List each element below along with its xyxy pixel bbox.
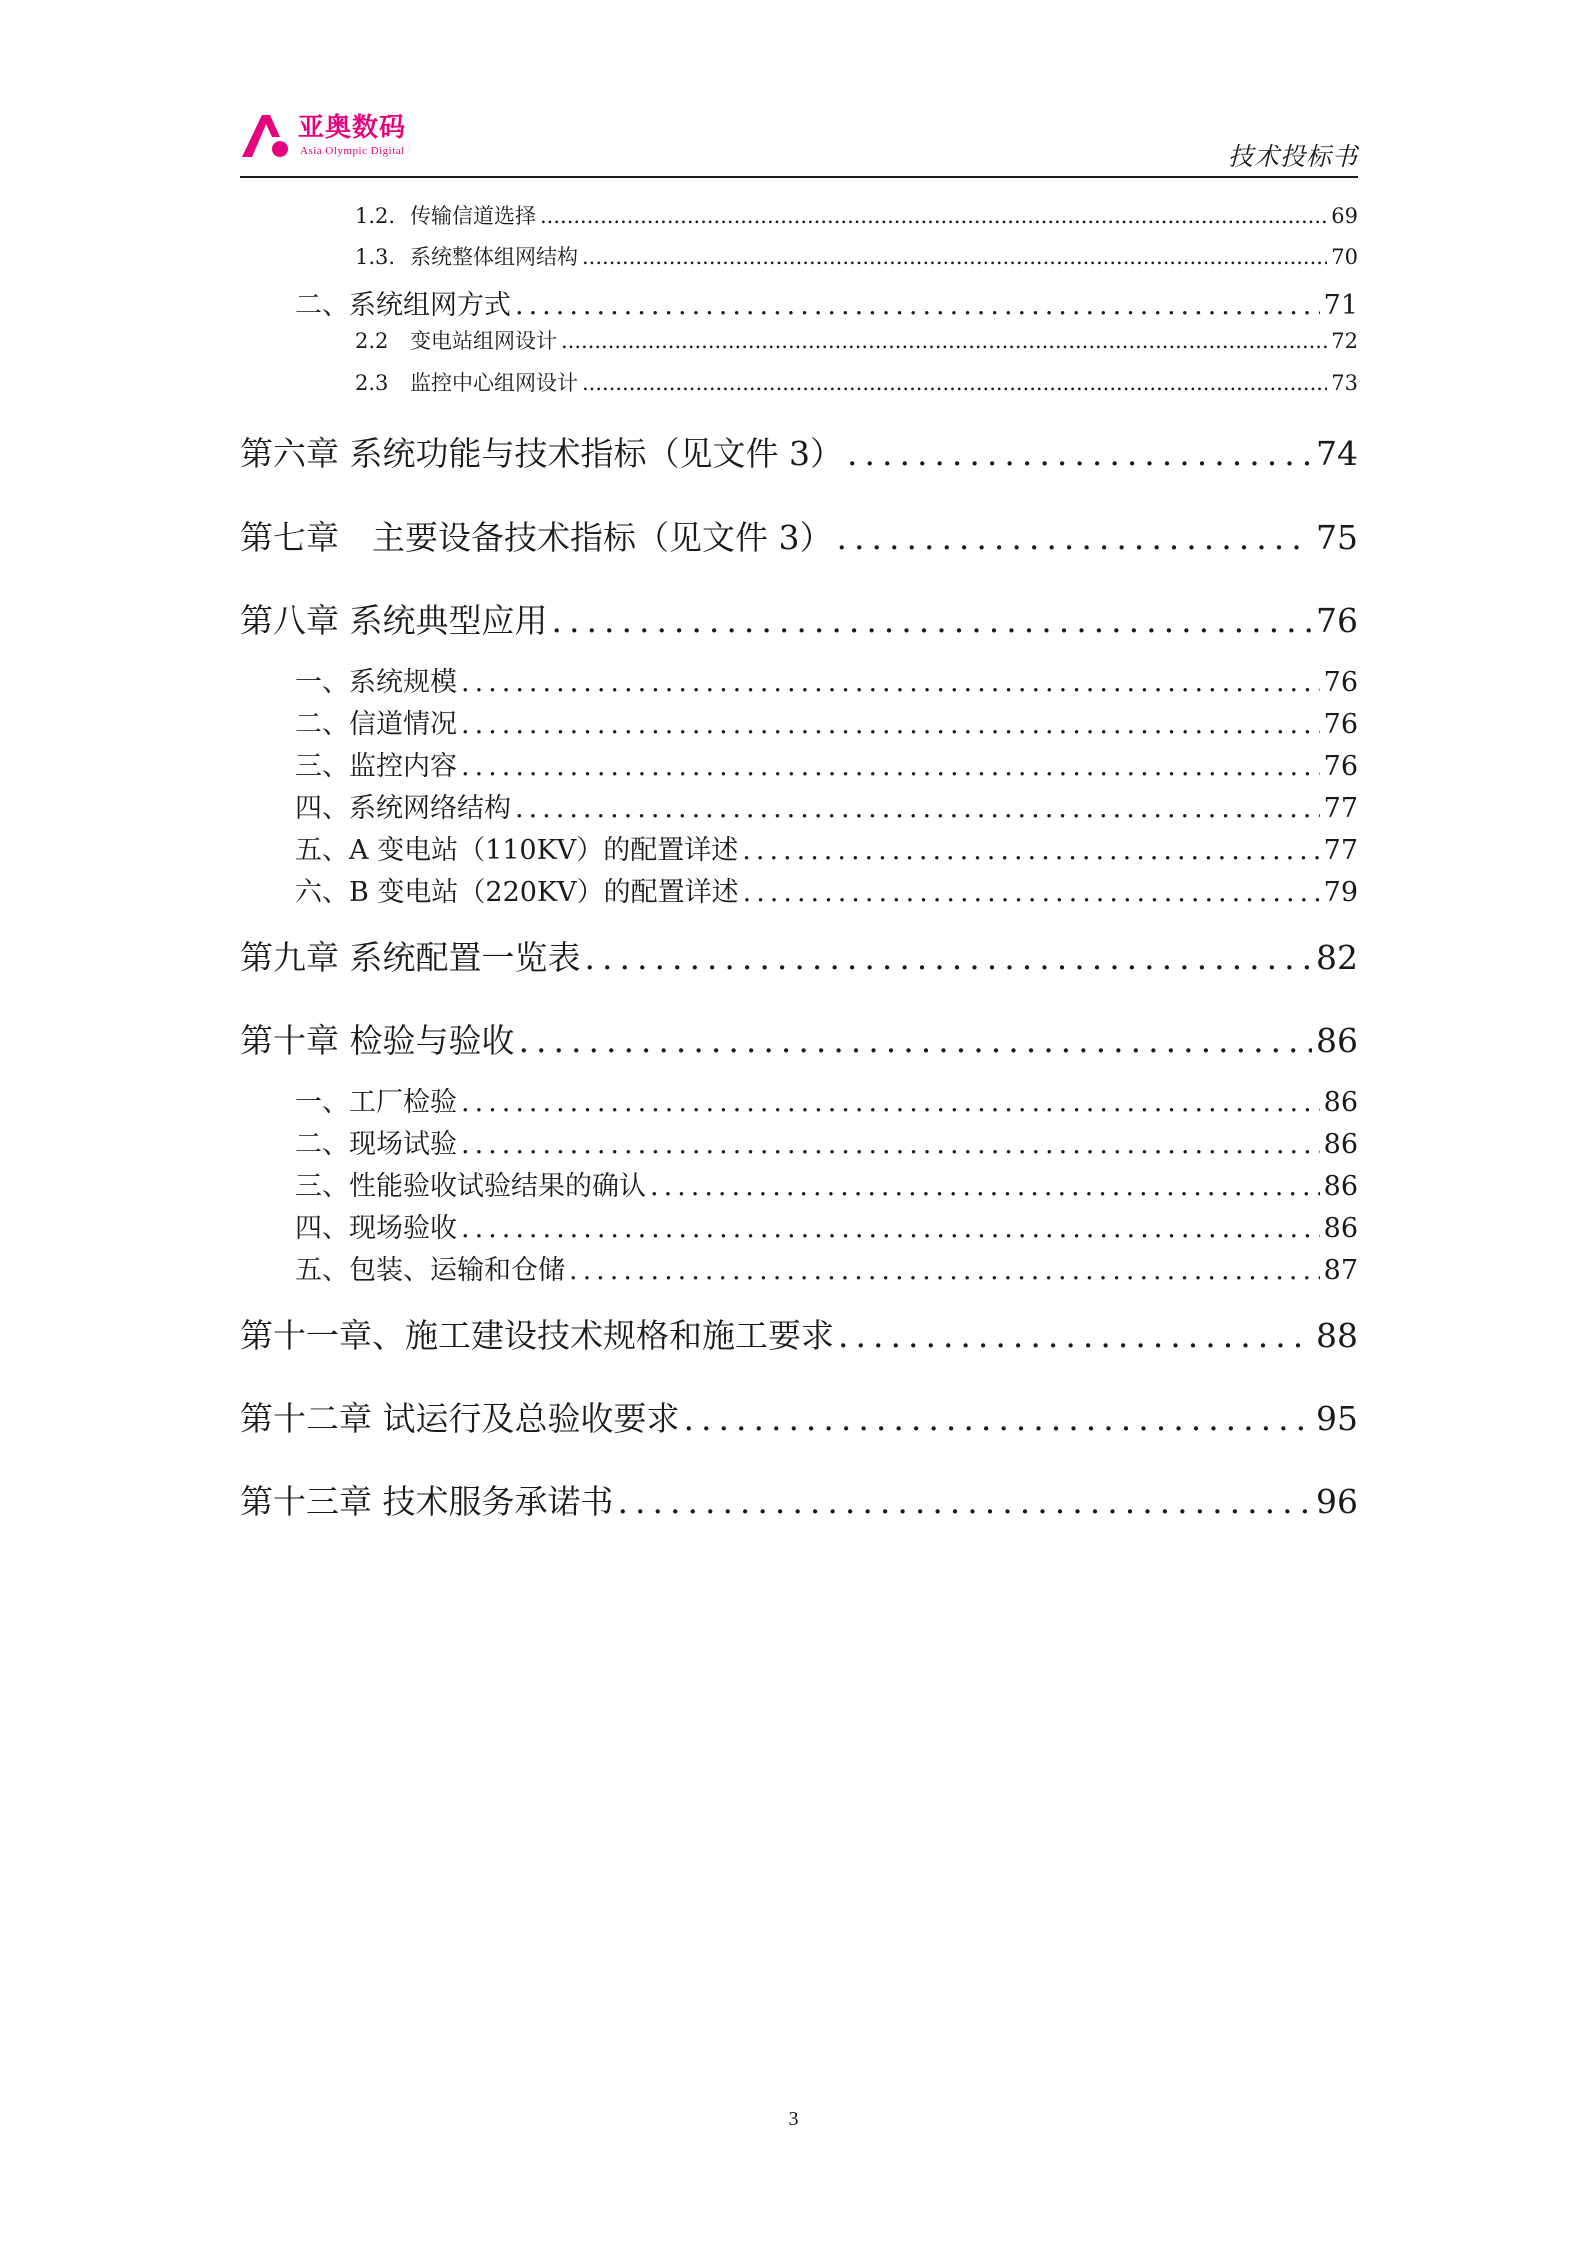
toc-entry-page: 79: [1323, 877, 1358, 908]
toc-dot-leader: [561, 329, 1327, 353]
toc-entry-page: 74: [1316, 434, 1358, 473]
toc-entry-page: 96: [1316, 1482, 1358, 1521]
toc-entry-number: 1.2.: [355, 204, 396, 228]
toc-dot-leader: [838, 1316, 1312, 1355]
toc-entry[interactable]: [240, 595, 1358, 642]
toc-dot-leader: [515, 290, 1320, 321]
toc-entry-page: 95: [1316, 1399, 1358, 1438]
toc-entry[interactable]: [240, 1310, 1358, 1357]
toc-dot-leader: [837, 518, 1313, 557]
toc-entry-page: 71: [1323, 290, 1358, 321]
toc-entry-title: 一、工厂检验: [295, 1087, 457, 1118]
toc-entry-page: 87: [1323, 1255, 1358, 1286]
toc-entry-title: 第十一章、施工建设技术规格和施工要求: [240, 1316, 834, 1355]
toc-entry-page: 76: [1323, 751, 1358, 782]
toc-entry[interactable]: [240, 325, 1358, 355]
toc-dot-leader: [461, 1087, 1320, 1118]
toc-dot-leader: [847, 434, 1312, 473]
toc-entry[interactable]: [240, 241, 1358, 271]
toc-entry[interactable]: [240, 828, 1358, 867]
toc-entry-page: 86: [1323, 1171, 1358, 1202]
toc-entry-title: 二、现场试验: [295, 1129, 457, 1160]
toc-entry[interactable]: [240, 512, 1358, 559]
toc-entry[interactable]: [240, 200, 1358, 230]
toc-entry-title: 二、系统组网方式: [295, 290, 511, 321]
toc-entry-page: 76: [1323, 709, 1358, 740]
toc-dot-leader: [582, 371, 1327, 395]
toc-entry[interactable]: [240, 702, 1358, 741]
company-logo: [240, 105, 460, 167]
toc-dot-leader: [461, 667, 1320, 698]
toc-entry-page: 73: [1331, 371, 1358, 395]
toc-entry-title: 监控中心组网设计: [410, 371, 578, 395]
page-header: [240, 105, 1358, 177]
toc-entry[interactable]: [240, 870, 1358, 909]
toc-dot-leader: [519, 1021, 1313, 1060]
toc-entry-page: 86: [1323, 1129, 1358, 1160]
toc-entry-page: 82: [1316, 938, 1358, 977]
toc-entry[interactable]: [240, 1080, 1358, 1119]
toc-dot-leader: [585, 938, 1313, 977]
logo-english-name: Asia Olympic Digital: [300, 145, 405, 157]
toc-entry-title: 四、现场验收: [295, 1213, 457, 1244]
toc-entry-page: 88: [1316, 1316, 1358, 1355]
toc-entry-number: 2.2: [355, 329, 389, 353]
toc-entry-title: 三、监控内容: [295, 751, 457, 782]
toc-entry-page: 72: [1331, 329, 1358, 353]
toc-dot-leader: [461, 1129, 1320, 1160]
toc-entry-title: 五、A 变电站（110KV）的配置详述: [295, 835, 739, 866]
toc-dot-leader: [552, 601, 1313, 640]
toc-entry-page: 70: [1331, 245, 1358, 269]
toc-entry-title: 五、包装、运输和仓储: [295, 1255, 565, 1286]
toc-entry-page: 69: [1331, 204, 1358, 228]
toc-entry[interactable]: [240, 428, 1358, 475]
toc-dot-leader: [618, 1482, 1313, 1521]
toc-dot-leader: [540, 204, 1327, 228]
toc-entry[interactable]: [240, 1248, 1358, 1287]
toc-entry-title: 六、B 变电站（220KV）的配置详述: [295, 877, 739, 908]
toc-entry-page: 77: [1323, 835, 1358, 866]
toc-entry-page: 86: [1323, 1087, 1358, 1118]
toc-entry-title: 第十三章 技术服务承诺书: [240, 1482, 614, 1521]
toc-entry-title: 变电站组网设计: [410, 329, 557, 353]
toc-entry-title: 第六章 系统功能与技术指标（见文件 3）: [240, 434, 843, 473]
logo-chinese-name: 亚奥数码: [298, 113, 407, 143]
toc-entry-number: 1.3.: [355, 245, 396, 269]
toc-entry-title: 第七章 主要设备技术指标（见文件 3）: [240, 518, 833, 557]
toc-dot-leader: [461, 1213, 1320, 1244]
toc-entry-title: 三、性能验收试验结果的确认: [295, 1171, 646, 1202]
toc-entry[interactable]: [240, 1164, 1358, 1203]
toc-entry[interactable]: [240, 1122, 1358, 1161]
toc-dot-leader: [461, 709, 1320, 740]
toc-entry-title: 第九章 系统配置一览表: [240, 938, 581, 977]
toc-entry[interactable]: [240, 1206, 1358, 1245]
document-title: 技术投标书: [1227, 144, 1358, 171]
toc-entry-page: 86: [1323, 1213, 1358, 1244]
toc-dot-leader: [515, 793, 1320, 824]
toc-entry-page: 86: [1316, 1021, 1358, 1060]
toc-entry-title: 传输信道选择: [410, 204, 536, 228]
page-number: 3: [788, 2108, 799, 2130]
toc-entry-number: 2.3: [355, 371, 389, 395]
toc-entry-page: 75: [1316, 518, 1358, 557]
toc-dot-leader: [743, 877, 1320, 908]
toc-entry-page: 77: [1323, 793, 1358, 824]
toc-entry-title: 第十二章 试运行及总验收要求: [240, 1399, 680, 1438]
toc-entry-page: 76: [1316, 601, 1358, 640]
toc-entry-title: 第八章 系统典型应用: [240, 601, 548, 640]
toc-dot-leader: [569, 1255, 1320, 1286]
header-divider: [240, 176, 1358, 178]
toc-entry[interactable]: [240, 660, 1358, 699]
toc-dot-leader: [684, 1399, 1313, 1438]
toc-entry[interactable]: [240, 1015, 1358, 1062]
logo-mark-icon: [240, 111, 292, 159]
toc-entry-title: 二、信道情况: [295, 709, 457, 740]
toc-entry-title: 四、系统网络结构: [295, 793, 511, 824]
toc-dot-leader: [582, 245, 1327, 269]
toc-entry-title: 第十章 检验与验收: [240, 1021, 515, 1060]
toc-entry[interactable]: [240, 283, 1358, 322]
toc-entry[interactable]: [240, 786, 1358, 825]
toc-entry-page: 76: [1323, 667, 1358, 698]
toc-entry-title: 系统整体组网结构: [410, 245, 578, 269]
toc-entry[interactable]: [240, 1476, 1358, 1523]
toc-entry[interactable]: [240, 932, 1358, 979]
toc-dot-leader: [461, 751, 1320, 782]
toc-entry[interactable]: [240, 1393, 1358, 1440]
toc-entry[interactable]: [240, 367, 1358, 397]
toc-entry-title: 一、系统规模: [295, 667, 457, 698]
toc-dot-leader: [742, 835, 1319, 866]
toc-dot-leader: [650, 1171, 1320, 1202]
toc-entry[interactable]: [240, 744, 1358, 783]
